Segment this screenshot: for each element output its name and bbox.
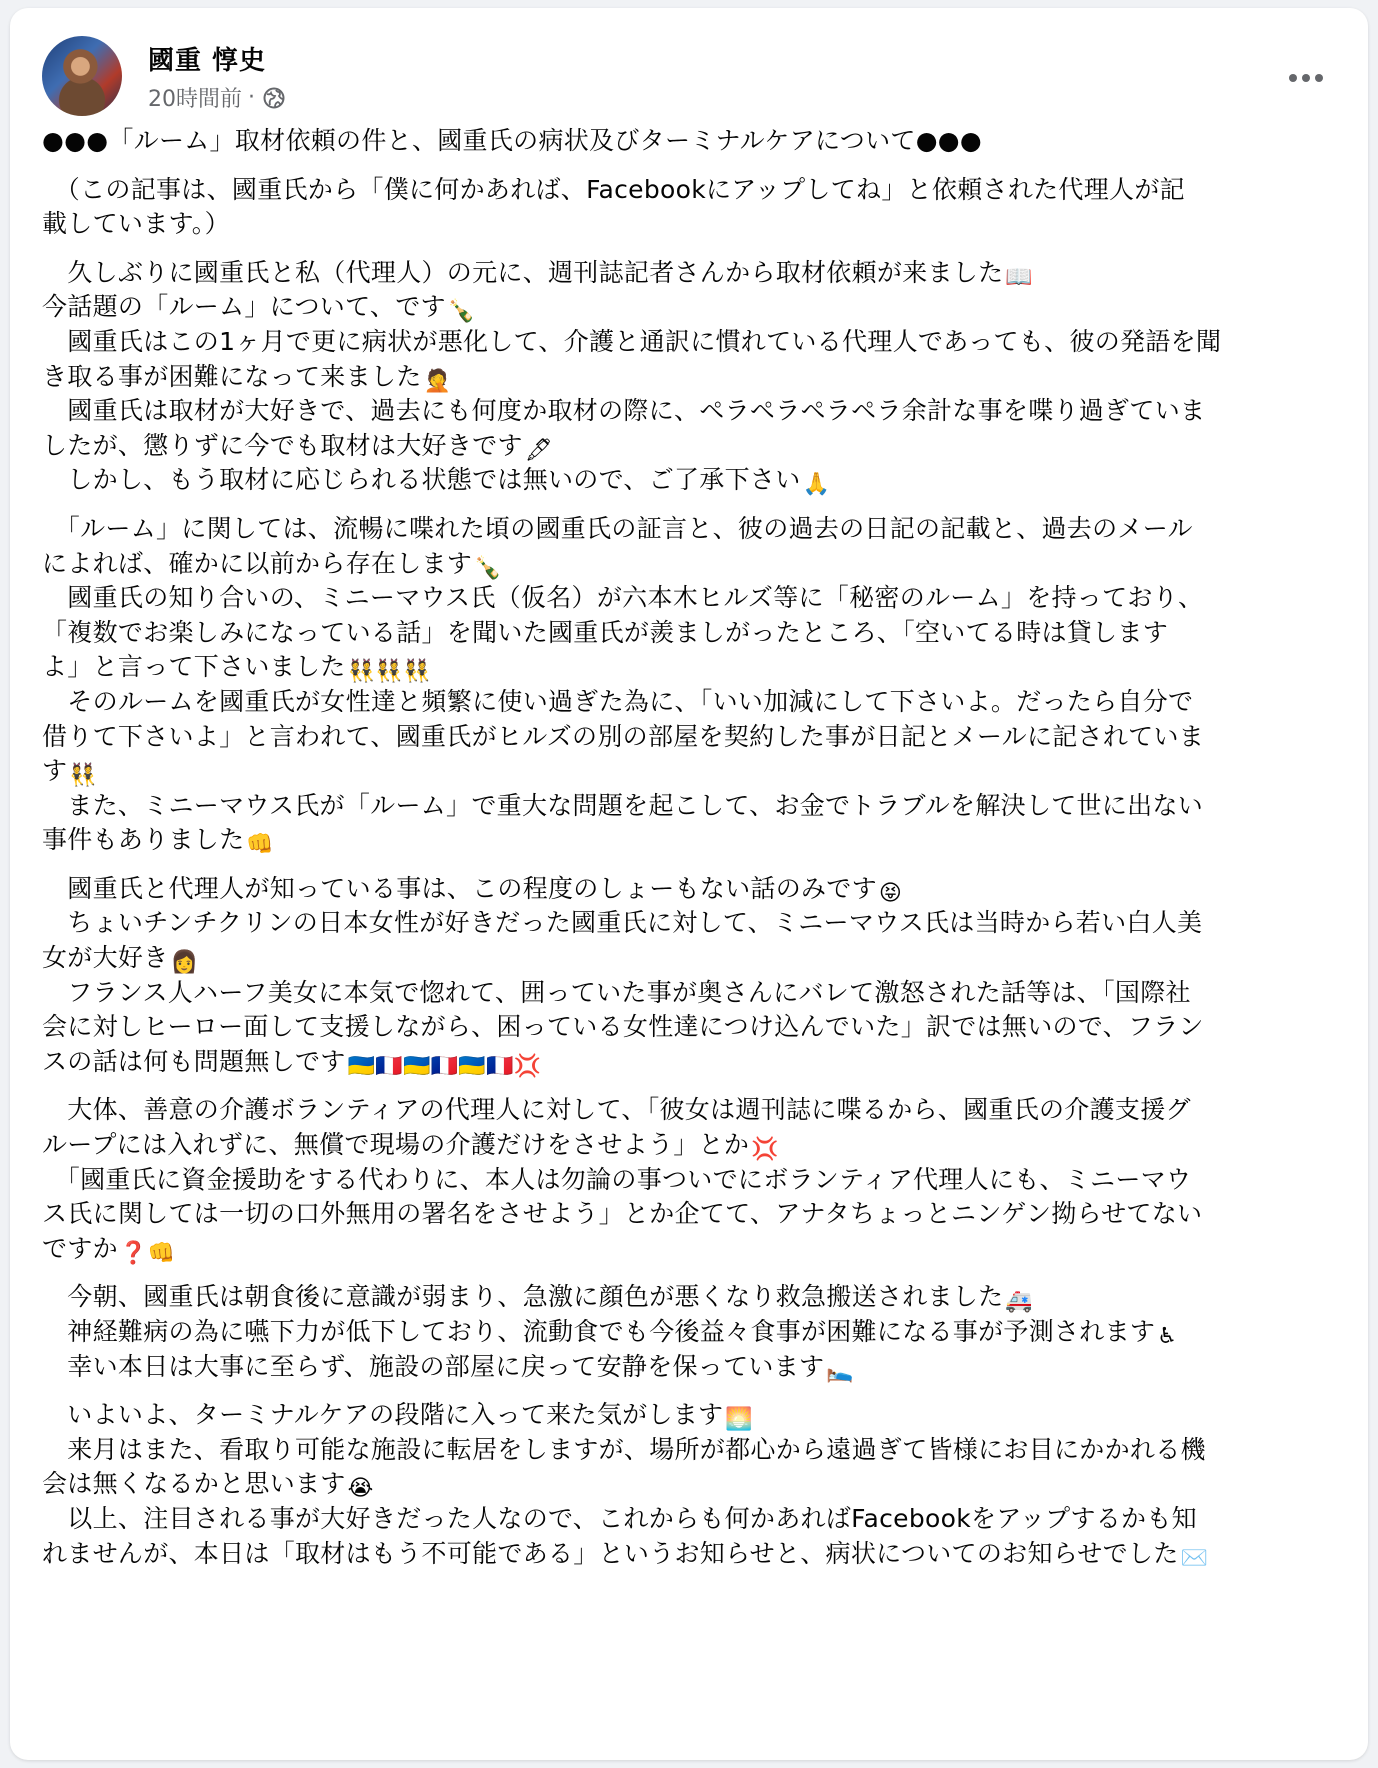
post-line-text: 以上、注目される事が大好きだった人なので、これからも何かあればFacebookをアップするかも知	[42, 1503, 1197, 1533]
post-line-text: しかし、もう取材に応じられる状態では無いので、ご了承下さい	[42, 465, 801, 495]
post-line-text: 載しています。）	[42, 209, 230, 239]
post-line-text: スの話は何も問題無しです	[42, 1046, 346, 1076]
post-line	[42, 1398, 1352, 1433]
post-line-text: 大体、善意の介護ボランティアの代理人に対して、「彼女は週刊誌に喋るから、國重氏の介護支援グ	[42, 1095, 1191, 1125]
post-line	[42, 512, 1352, 547]
emoji-icon: 🖋	[524, 437, 553, 463]
post-line-text: よ」と言って下さいました	[42, 652, 346, 682]
post-line-text: 國重氏は取材が大好きで、過去にも何度か取材の際に、ペラペラペラペラ余計な事を喋り過ぎていま	[42, 396, 1206, 426]
emoji-icon: 😭	[347, 1476, 374, 1502]
post-line-text: ス氏に関しては一切の口外無用の署名をさせよう」とか企てて、アナタちょっとニンゲン拗らせてない	[42, 1199, 1203, 1229]
emoji-icon: 😝	[878, 880, 903, 906]
emoji-icon: 🍾	[447, 299, 476, 325]
post-line	[42, 463, 1352, 498]
post-line-text: ループには入れずに、無償で現場の介護だけをさせよう」とか	[42, 1130, 750, 1160]
post-paragraph	[42, 872, 1352, 1080]
post-line	[42, 941, 1352, 976]
post-line-text: す	[42, 756, 68, 786]
post-line	[42, 360, 1352, 395]
post-timestamp[interactable]: 20時間前	[148, 87, 242, 112]
emoji-icon: 👩	[170, 950, 199, 976]
post-line	[42, 429, 1352, 464]
post-line	[42, 1433, 1352, 1468]
emoji-icon: 👊	[246, 832, 275, 858]
author-name[interactable]: 國重 惇史	[148, 46, 267, 76]
post-line	[42, 124, 1352, 159]
emoji-icon: 📖	[1005, 264, 1034, 290]
post-paragraph	[42, 173, 1352, 242]
post-header	[42, 28, 1342, 118]
emoji-icon: 💢	[751, 1137, 779, 1163]
emoji-icon: ✉️	[1180, 1545, 1209, 1571]
post-line-text: 幸い本日は大事に至らず、施設の部屋に戻って安静を保っています	[42, 1351, 825, 1381]
post-body	[42, 124, 1352, 1585]
post-line-text: ●●●「ルーム」取材依頼の件と、國重氏の病状及びターミナルケアについて●●●	[42, 126, 983, 155]
post-line	[42, 976, 1352, 1011]
post-line-text: によれば、確かに以前から存在します	[42, 548, 473, 578]
emoji-icon: 👯	[69, 763, 98, 789]
post-card	[10, 8, 1368, 1760]
post-line-text: （この記事は、國重氏から「僕に何かあれば、Facebookにアップしてね」と依頼された代理人が記	[42, 174, 1185, 204]
post-line	[42, 1350, 1352, 1385]
post-line-text: 國重氏の知り合いの、ミニーマウス氏（仮名）が六本木ヒルズ等に「秘密のルーム」を持っており、	[42, 583, 1204, 613]
emoji-icon: 👯👯👯	[347, 659, 431, 685]
avatar[interactable]	[42, 36, 122, 116]
post-line-text: 久しぶりに國重氏と私（代理人）の元に、週刊誌記者さんから取材依頼が来ました	[42, 257, 1004, 287]
post-line-text: 借りて下さいよ」と言われて、國重氏がヒルズの別の部屋を契約した事が日記とメールに記されていま	[42, 721, 1205, 751]
post-line	[42, 1467, 1352, 1502]
emoji-icon: 🇺🇦🇫🇷🇺🇦🇫🇷🇺🇦🇫🇷💢	[347, 1053, 542, 1079]
globe-icon[interactable]	[263, 87, 285, 109]
post-line	[42, 650, 1352, 685]
post-line-text: 会に対しヒーロー面して支援しながら、困っている女性達につけ込んでいた」訳では無いので、フラン	[42, 1012, 1204, 1042]
post-line	[42, 616, 1352, 651]
emoji-icon: 🚑	[1005, 1289, 1034, 1315]
post-line	[42, 789, 1352, 824]
post-line	[42, 754, 1352, 789]
post-paragraph	[42, 1093, 1352, 1266]
post-line-text: き取る事が困難になって来ました	[42, 361, 422, 391]
post-line-text: 「國重氏に資金援助をする代わりに、本人は勿論の事ついでにボランティア代理人にも、ミニーマウ	[42, 1164, 1192, 1194]
post-line-text: フランス人ハーフ美女に本気で惚れて、囲っていた事が奥さんにバレて激怒された話等は、「国際社	[42, 977, 1191, 1007]
post-line-text: 会は無くなるかと思います	[42, 1469, 346, 1499]
post-line	[42, 1128, 1352, 1163]
post-line	[42, 325, 1352, 360]
more-options-icon[interactable]	[1282, 54, 1330, 102]
post-line	[42, 823, 1352, 858]
post-line-text: 今朝、國重氏は朝食後に意識が弱まり、急激に顔色が悪くなり救急搬送されました	[42, 1282, 1004, 1312]
post-line	[42, 1232, 1352, 1267]
post-line-text: いよいよ、ターミナルケアの段階に入って来た気がします	[42, 1400, 724, 1430]
post-line	[42, 1197, 1352, 1232]
emoji-icon: 🙏	[802, 472, 831, 498]
post-paragraph	[42, 256, 1352, 498]
post-line	[42, 872, 1352, 907]
post-paragraph	[42, 1398, 1352, 1571]
post-line-text: そのルームを國重氏が女性達と頻繁に使い過ぎた為に、「いい加減にして下さいよ。だったら自分で	[42, 686, 1194, 716]
post-line	[42, 1010, 1352, 1045]
post-line	[42, 685, 1352, 720]
post-line	[42, 1163, 1352, 1198]
post-line	[42, 1502, 1352, 1537]
post-line	[42, 547, 1352, 582]
post-line-text: 「複数でお楽しみになっている話」を聞いた國重氏が羨ましがったところ、「空いてる時は貸します	[42, 617, 1169, 647]
emoji-icon: 🤦	[423, 368, 452, 394]
post-line-text: 女が大好き	[42, 943, 169, 973]
post-line	[42, 173, 1352, 208]
post-line-text: 事件もありました	[42, 825, 245, 855]
post-line-text: また、ミニーマウス氏が「ルーム」で重大な問題を起こして、お金でトラブルを解決して世に出ない	[42, 790, 1204, 820]
post-line-text: 神経難病の為に嚥下力が低下しており、流動食でも今後益々食事が困難になる事が予測されます	[42, 1317, 1156, 1346]
post-line-text: ですか	[42, 1233, 118, 1263]
post-line	[42, 1537, 1352, 1572]
post-line	[42, 1280, 1352, 1315]
meta-separator: ·	[248, 85, 255, 110]
post-paragraph	[42, 1280, 1352, 1384]
post-line-text: 「ルーム」に関しては、流暢に喋れた頃の國重氏の証言と、彼の過去の日記の記載と、過去のメール	[42, 513, 1193, 543]
post-line	[42, 256, 1352, 291]
post-paragraph	[42, 124, 1352, 159]
post-line	[42, 720, 1352, 755]
post-line-text: ちょいチンチクリンの日本女性が好きだった國重氏に対して、ミニーマウス氏は当時から若い白人美	[42, 908, 1203, 938]
post-meta	[148, 82, 285, 113]
post-line-text: したが、懲りずに今でも取材は大好きです	[42, 430, 523, 460]
post-paragraph	[42, 512, 1352, 858]
post-line-text: れませんが、本日は「取材はもう不可能である」というお知らせと、病状についてのお知らせでした	[42, 1538, 1179, 1568]
post-line-text: 今話題の「ルーム」について、です	[42, 292, 446, 322]
emoji-icon: ❓👊	[119, 1240, 176, 1266]
emoji-icon: ♿	[1157, 1324, 1178, 1349]
post-line	[42, 290, 1352, 325]
emoji-icon: 🌅	[725, 1407, 754, 1433]
post-line-text: 来月はまた、看取り可能な施設に転居をしますが、場所が都心から遠過ぎて皆様にお目にかかれる機	[42, 1434, 1206, 1464]
post-line	[42, 207, 1352, 242]
emoji-icon: 🛌	[826, 1358, 855, 1384]
post-line	[42, 1093, 1352, 1128]
post-line	[42, 1315, 1352, 1350]
post-line	[42, 906, 1352, 941]
post-line	[42, 1045, 1352, 1080]
emoji-icon: 🍾	[474, 555, 502, 581]
post-line-text: 國重氏と代理人が知っている事は、この程度のしょーもない話のみです	[42, 873, 877, 903]
post-line-text: 國重氏はこの1ヶ月で更に病状が悪化して、介護と通訳に慣れている代理人であっても、彼の発語を聞	[42, 326, 1222, 356]
post-line	[42, 394, 1352, 429]
post-line	[42, 581, 1352, 616]
